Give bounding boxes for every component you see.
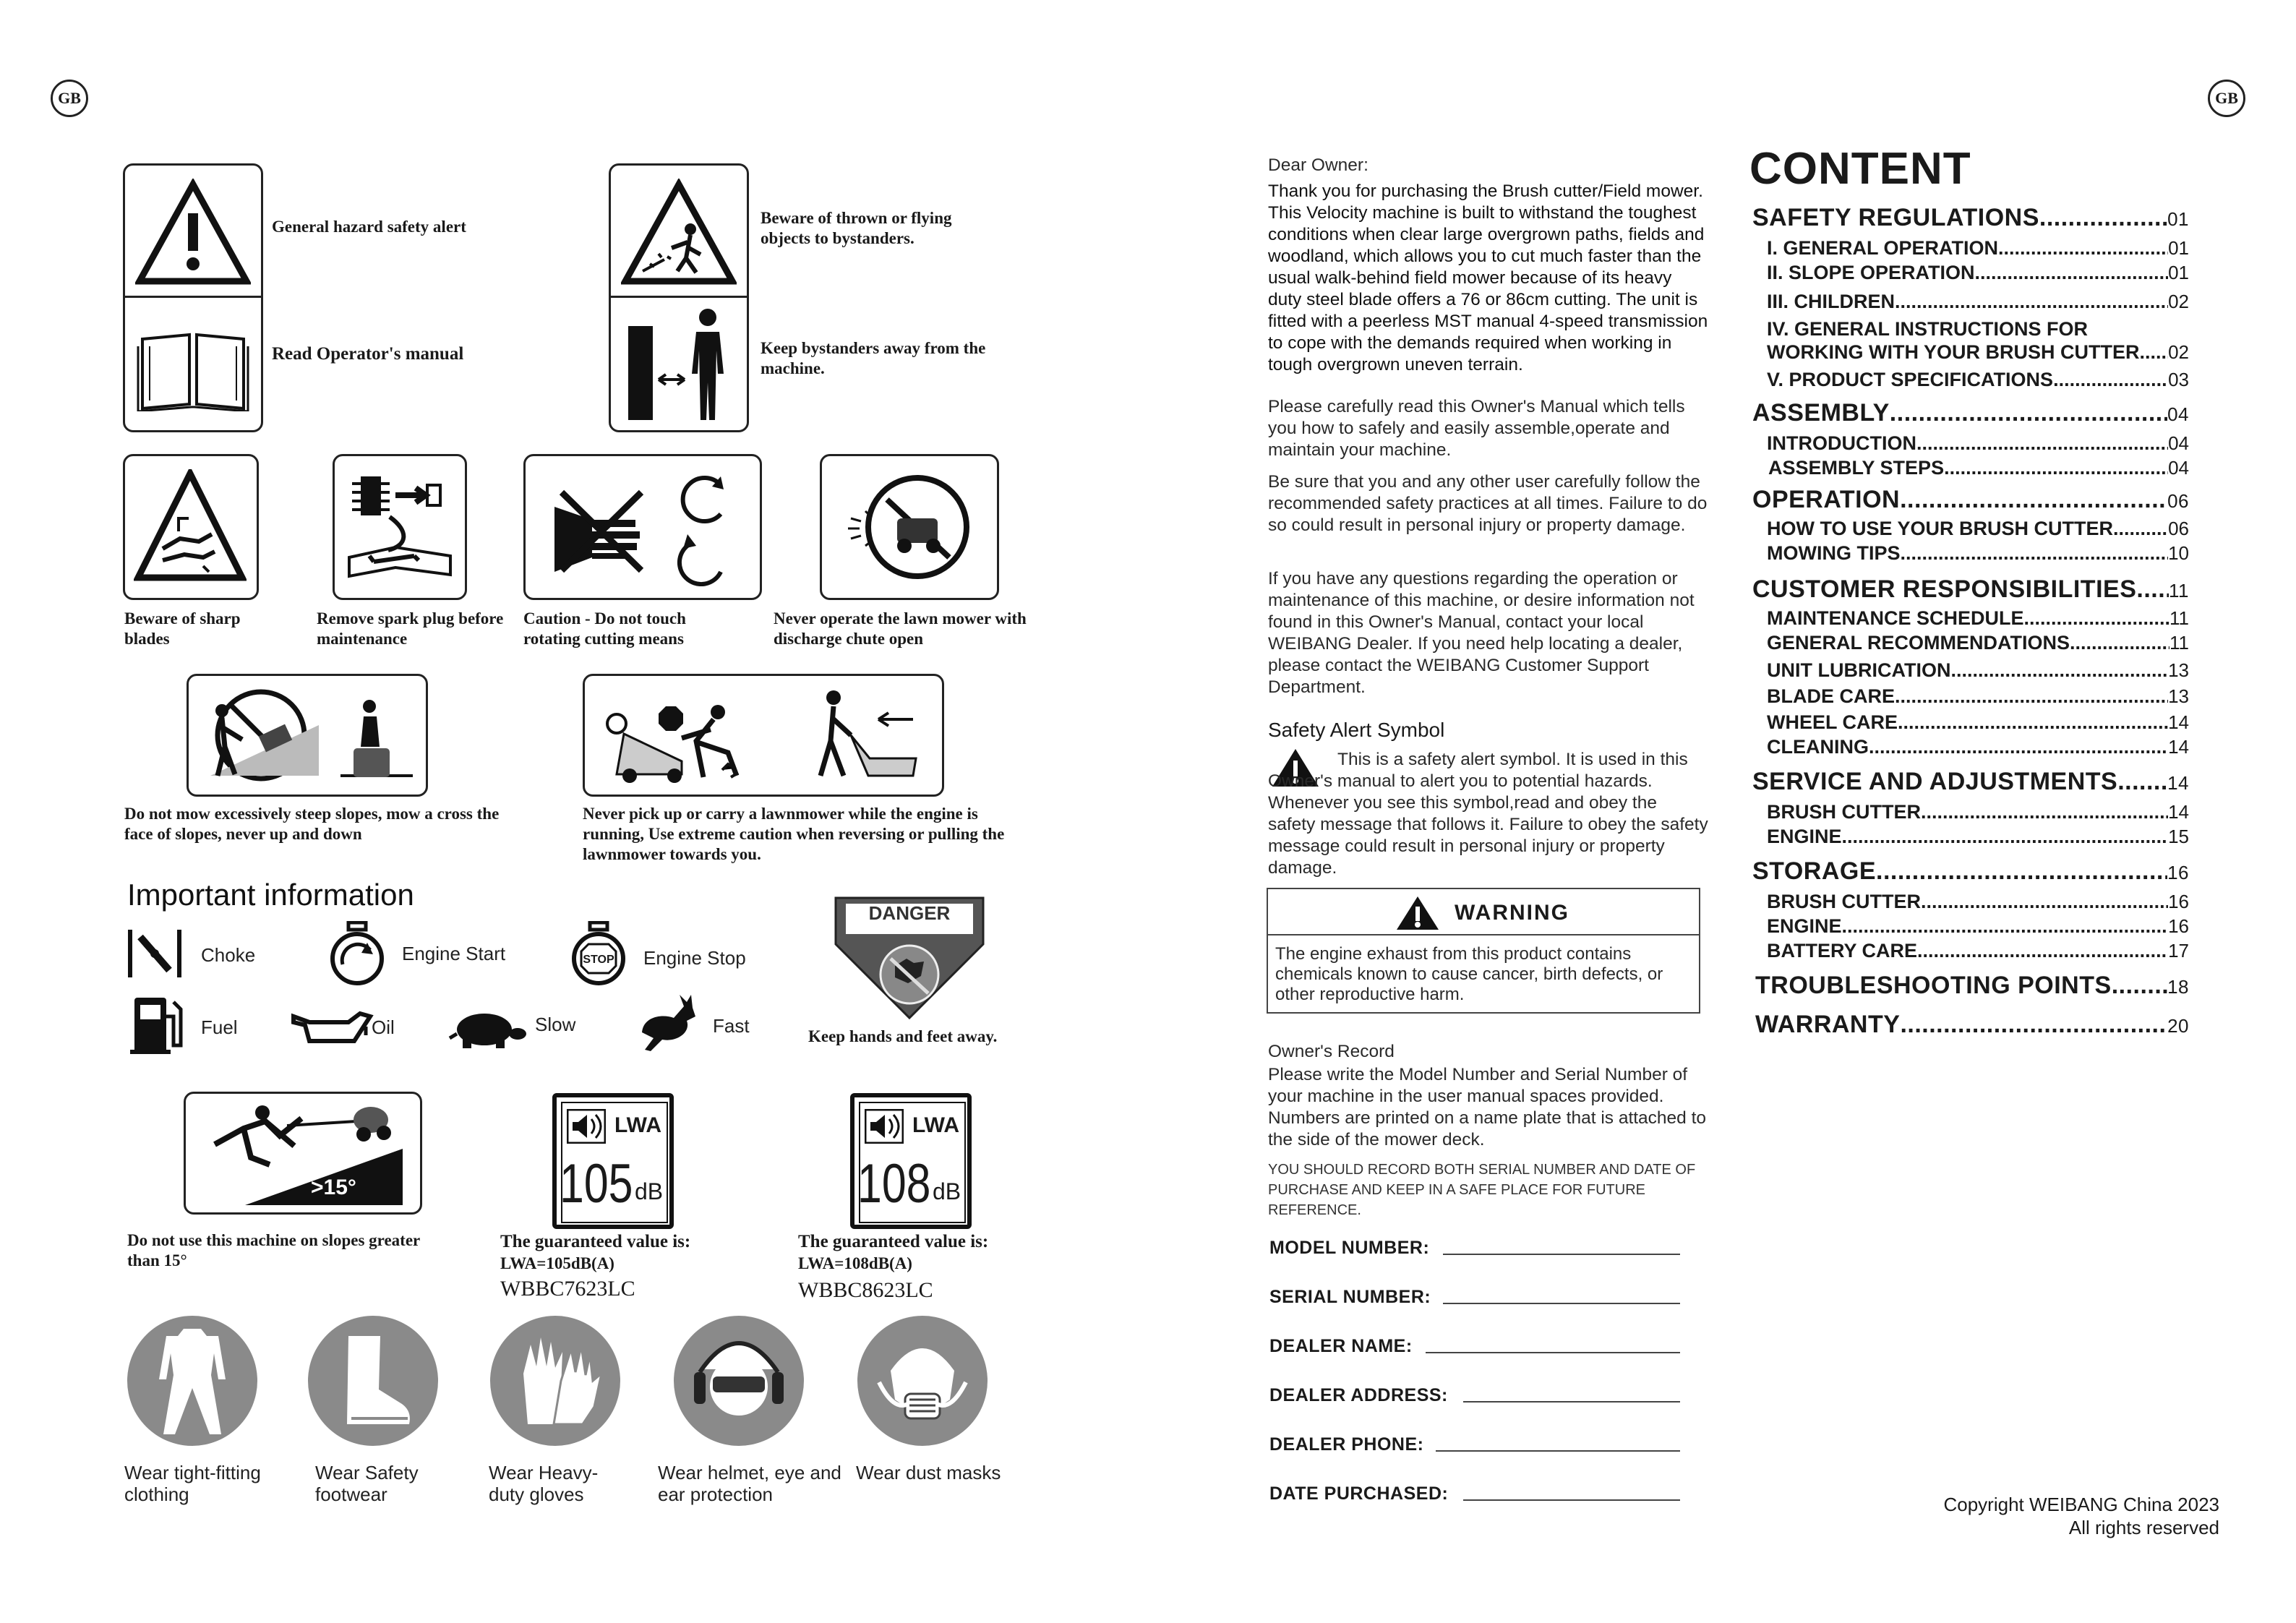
noise-caption-108: The guaranteed value is: — [798, 1232, 989, 1251]
noise-model-105: WBBC7623LC — [500, 1277, 635, 1301]
engine-start-label: Engine Start — [402, 943, 506, 964]
warning-text: The engine exhaust from this product contains chemicals known to cause cancer, birth defects, or other reproductive harm. — [1275, 944, 1663, 1004]
danger-title: DANGER — [868, 902, 951, 924]
coverall-icon — [127, 1316, 257, 1446]
hazard-triangle-icon — [135, 179, 251, 287]
no-carry-mower-icon — [595, 683, 935, 789]
safety-alert-text: This is a safety alert symbol. It is used in this Owner's manual to alert you to potential hazards. Whenever you see this symbol,read and obey the safety message that follows it. Failure to obey the safety message could result in personal injury or property damage. — [1268, 750, 1708, 878]
carry-mower-sign — [583, 674, 944, 797]
date-purchased-input[interactable] — [1463, 1499, 1680, 1501]
toc-entry[interactable]: ASSEMBLY ..... 04 — [1752, 399, 2189, 427]
danger-small-text: KEEP HANDS AND FEET AWAY — [872, 927, 947, 932]
noise-formula-105: LWA=105dB(A) — [500, 1254, 614, 1272]
oil-label: Oil — [372, 1016, 395, 1038]
toc-entry[interactable]: HOW TO USE YOUR BRUSH CUTTER ..... 06 — [1752, 518, 2189, 540]
important-info-title: Important information — [127, 878, 414, 912]
turtle-icon — [448, 1006, 529, 1050]
spark-plug-icon — [345, 466, 455, 586]
ppe-label-clothing: Wear tight-fitting clothing — [124, 1462, 261, 1505]
engine-stop-label: Engine Stop — [643, 947, 746, 969]
safety-box-general — [123, 163, 263, 432]
sharp-blades-sign — [123, 454, 259, 600]
page-marker-left: GB — [51, 80, 88, 117]
toc-entry[interactable]: OPERATION ..... 06 — [1752, 486, 2189, 514]
serial-number-label: SERIAL NUMBER: — [1269, 1287, 1431, 1307]
toc-entry[interactable]: IV. GENERAL INSTRUCTIONS FOR — [1767, 318, 2089, 340]
toc-entry[interactable]: BATTERY CARE ..... 17 — [1752, 940, 2189, 962]
engine-start-icon — [327, 921, 387, 986]
rotation-icon — [670, 471, 742, 586]
safety-box-bystanders — [609, 163, 749, 432]
ppe-label-footwear: Wear Safety footwear — [315, 1462, 419, 1505]
toc-entry[interactable]: SAFETY REGULATIONS ..... 01 — [1752, 204, 2189, 232]
label-sharp-blades: Beware of sharp blades — [124, 609, 241, 648]
toc-entry[interactable]: SERVICE AND ADJUSTMENTS ..... 14 — [1752, 768, 2189, 796]
toc-entry[interactable]: V. PRODUCT SPECIFICATIONS ..... 03 — [1752, 369, 2189, 391]
label-spark-plug: Remove spark plug before maintenance — [317, 609, 504, 648]
toc-title: CONTENT — [1749, 144, 1971, 194]
noise-unit: dB — [635, 1178, 664, 1204]
lwa-label: LWA — [614, 1113, 661, 1137]
owners-record-notice: YOU SHOULD RECORD BOTH SERIAL NUMBER AND DATE OF PURCHASE AND KEEP IN A SAFE PLACE FOR FUTURE REFERENCE. — [1268, 1162, 1696, 1218]
toc-entry[interactable]: WARRANTY ..... 20 — [1752, 1011, 2189, 1039]
label-thrown-objects: Beware of thrown or flying objects to bystanders. — [761, 209, 952, 247]
model-number-label: MODEL NUMBER: — [1269, 1238, 1430, 1258]
dust-mask-icon — [857, 1316, 988, 1446]
thrown-objects-icon — [621, 179, 737, 287]
no-touch-hand-icon — [547, 478, 648, 579]
toc-entry[interactable]: BRUSH CUTTER ..... 16 — [1752, 891, 2189, 913]
label-rotating-cutter: Caution - Do not touch rotating cutting means — [523, 609, 686, 648]
spark-plug-sign — [333, 454, 467, 600]
lwa-label: LWA — [912, 1113, 959, 1137]
noise-unit: dB — [933, 1178, 961, 1204]
gloves-icon — [490, 1316, 620, 1446]
slope-fall-icon — [193, 1100, 413, 1208]
warning-box — [1267, 888, 1700, 1014]
speaker-icon — [567, 1109, 606, 1144]
ppe-label-helmet: Wear helmet, eye and ear protection — [658, 1462, 841, 1505]
slope-badge: >15° — [311, 1176, 356, 1199]
sharp-blades-icon — [134, 469, 247, 585]
toc-list — [1752, 204, 2189, 1057]
safety-boot-icon — [308, 1316, 438, 1446]
serial-number-input[interactable] — [1443, 1303, 1680, 1304]
toc-entry[interactable]: ENGINE ..... 15 — [1752, 826, 2189, 848]
copyright-line-2: All rights reserved — [2068, 1517, 2219, 1538]
slope-caption-2: than 15° — [127, 1251, 187, 1269]
label-keep-bystanders: Keep bystanders away from the machine. — [761, 339, 986, 377]
safety-practices-paragraph: Be sure that you and any other user carefully follow the recommended safety practices at all times. Failure to do so could result in personal injury or property damage. — [1268, 472, 1708, 535]
manual-book-icon — [135, 325, 251, 411]
read-manual-paragraph: Please carefully read this Owner's Manual which tells you how to safely and easily assemble,operate and maintain your machine. — [1268, 397, 1685, 460]
fast-label: Fast — [713, 1015, 750, 1037]
toc-entry[interactable]: MAINTENANCE SCHEDULE ..... 11 — [1752, 607, 2189, 630]
noise-label-105 — [552, 1093, 674, 1229]
no-discharge-icon — [844, 468, 977, 586]
toc-entry[interactable]: ASSEMBLY STEPS ..... 04 — [1752, 457, 2189, 479]
fuel-label: Fuel — [201, 1016, 238, 1038]
intro-paragraph: Thank you for purchasing the Brush cutter/Field mower. This Velocity machine is built to withstand the toughest conditions when clear large overgrown paths, fields and woodland, which allows you to cut much faster than the usual walk-behind field mower because of its heavy duty steel blade offers a 76 or 86cm cutting. The unit is fitted with a peerless MST manual 4-speed transmission to cope with the demands required when working in tough overgrown uneven terrain. — [1268, 181, 1708, 374]
toc-entry[interactable]: INTRODUCTION ..... 04 — [1752, 432, 2189, 455]
rabbit-icon — [633, 992, 698, 1054]
label-steep-slopes: Do not mow excessively steep slopes, mow a cross the face of slopes, never up and down — [124, 805, 500, 843]
noise-value-108: 108 — [857, 1153, 931, 1215]
noise-model-108: WBBC8623LC — [798, 1278, 933, 1302]
toc-entry[interactable]: TROUBLESHOOTING POINTS ..... 18 — [1752, 972, 2189, 1000]
warning-triangle-icon — [1395, 895, 1440, 931]
speaker-icon — [865, 1109, 904, 1144]
noise-caption-105: The guaranteed value is: — [500, 1232, 691, 1251]
fuel-icon — [129, 995, 187, 1055]
toc-entry[interactable]: CLEANING ..... 14 — [1752, 736, 2189, 758]
dealer-phone-input[interactable] — [1436, 1450, 1680, 1452]
oil-icon — [291, 1009, 376, 1047]
discharge-chute-sign — [820, 454, 999, 600]
stop-badge-text: STOP — [583, 954, 614, 966]
danger-caption: Keep hands and feet away. — [808, 1027, 998, 1045]
toc-entry[interactable]: WHEEL CARE ..... 14 — [1752, 711, 2189, 734]
keep-away-icon — [621, 307, 737, 427]
helmet-goggles-icon — [674, 1316, 804, 1446]
toc-entry[interactable]: WORKING WITH YOUR BRUSH CUTTER ..... 02 — [1752, 341, 2189, 364]
toc-entry[interactable]: III. CHILDREN ..... 02 — [1752, 291, 2189, 313]
noise-value-105: 105 — [560, 1153, 633, 1215]
toc-entry[interactable]: CUSTOMER RESPONSIBILITIES ..... 11 — [1752, 575, 2189, 604]
choke-label: Choke — [201, 944, 256, 966]
toc-entry[interactable]: UNIT LUBRICATION ..... 13 — [1752, 659, 2189, 682]
ppe-label-gloves: Wear Heavy-duty gloves — [489, 1462, 599, 1505]
safety-alert-title: Safety Alert Symbol — [1268, 719, 1445, 741]
dealer-address-label: DEALER ADDRESS: — [1269, 1385, 1448, 1405]
label-read-manual: Read Operator's manual — [272, 344, 464, 364]
noise-formula-108: LWA=108dB(A) — [798, 1254, 912, 1272]
rotating-cutter-sign — [523, 454, 762, 600]
model-number-input[interactable] — [1443, 1254, 1680, 1255]
greeting: Dear Owner: — [1268, 155, 1368, 175]
slope-15-sign — [184, 1092, 422, 1215]
owners-record-title: Owner's Record — [1268, 1042, 1395, 1061]
toc-entry[interactable]: ENGINE ..... 16 — [1752, 915, 2189, 938]
label-general-hazard: General hazard safety alert — [272, 218, 466, 236]
dealer-address-input[interactable] — [1463, 1401, 1680, 1403]
label-discharge-chute: Never operate the lawn mower with discharge chute open — [774, 609, 1027, 648]
toc-entry[interactable]: GENERAL RECOMMENDATIONS ..... 11 — [1752, 632, 2189, 654]
copyright-line-1: Copyright WEIBANG China 2023 — [1943, 1494, 2219, 1515]
dealer-name-input[interactable] — [1426, 1352, 1680, 1353]
toc-entry[interactable]: I. GENERAL OPERATION ..... 01 — [1752, 237, 2189, 260]
slopes-sign — [187, 674, 428, 797]
ppe-label-mask: Wear dust masks — [856, 1462, 1001, 1483]
choke-icon — [126, 927, 184, 980]
dealer-name-label: DEALER NAME: — [1269, 1336, 1413, 1356]
page-marker-right: GB — [2208, 80, 2245, 117]
slow-label: Slow — [535, 1014, 576, 1035]
date-purchased-label: DATE PURCHASED: — [1269, 1483, 1449, 1504]
contact-paragraph: If you have any questions regarding the operation or maintenance of this machine, or desire information not found in this Owner's Manual, contact your local WEIBANG Dealer. If you need help locating a dealer, please contact the WEIBANG Customer Support Department. — [1268, 569, 1695, 697]
toc-entry[interactable]: BLADE CARE ..... 13 — [1752, 685, 2189, 708]
no-steep-slope-icon — [196, 682, 420, 789]
owners-record-text: Please write the Model Number and Serial Number of your machine in the user manual spaces provided. Numbers are printed on a name plate that is attached to the side of the mower deck. — [1268, 1065, 1707, 1149]
warning-title: WARNING — [1455, 901, 1569, 925]
dealer-phone-label: DEALER PHONE: — [1269, 1434, 1424, 1455]
toc-entry[interactable]: BRUSH CUTTER ..... 14 — [1752, 801, 2189, 823]
noise-label-108 — [850, 1093, 972, 1229]
toc-entry[interactable]: II. SLOPE OPERATION ..... 01 — [1752, 262, 2189, 284]
toc-entry[interactable]: STORAGE ..... 16 — [1752, 857, 2189, 886]
slope-caption-1: Do not use this machine on slopes greater — [127, 1231, 421, 1249]
label-carry-mower: Never pick up or carry a lawnmower while the engine is running, Use extreme caution when reversing or pulling the lawnmower towards you. — [583, 805, 1005, 863]
toc-entry[interactable]: MOWING TIPS ..... 10 — [1752, 542, 2189, 565]
